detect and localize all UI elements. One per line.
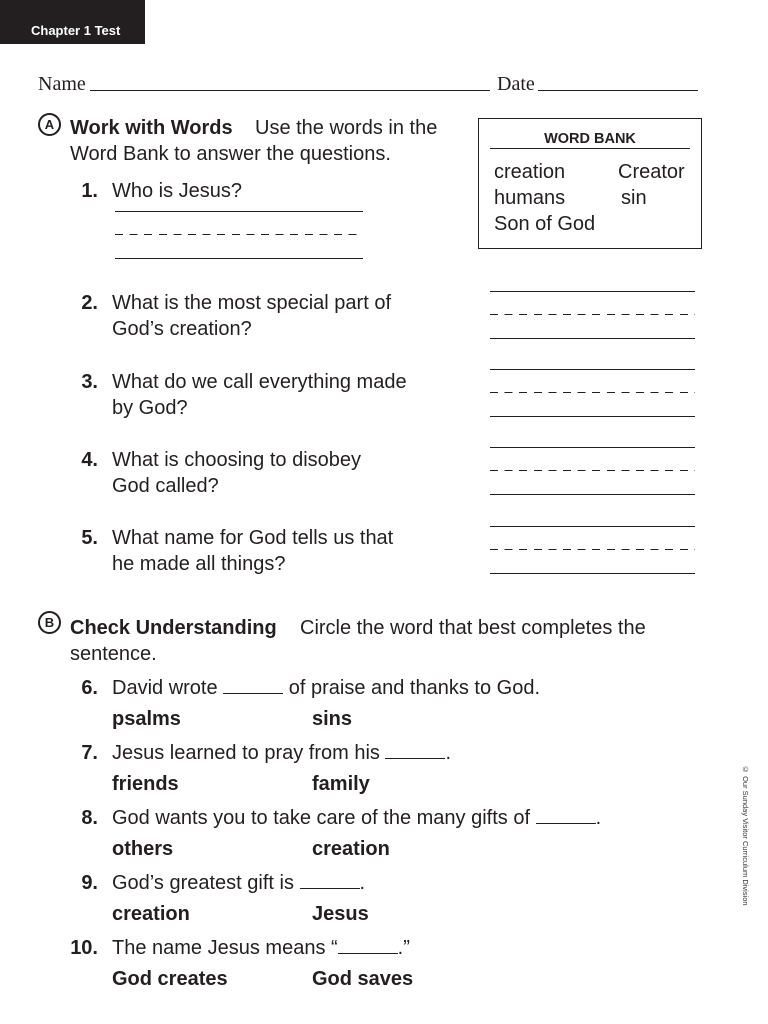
sentence-end: . xyxy=(445,742,452,764)
question-number: 2. xyxy=(81,292,98,314)
question-text-line-2: God called? xyxy=(112,475,219,497)
answer-guide-dashed xyxy=(490,549,695,550)
question-text-line-1: What is the most special part of xyxy=(112,292,392,314)
question-text-line-1: What is choosing to disobey xyxy=(112,449,362,471)
sentence-start: God wants you to take care of the many gifts of xyxy=(112,807,530,829)
section-a-instructions-line-2: Word Bank to answer the questions. xyxy=(70,143,391,165)
question-6 xyxy=(0,675,768,732)
name-line xyxy=(90,90,490,91)
section-b-instructions-line-1: Circle the word that best completes the xyxy=(300,617,646,639)
word-bank-word: creation xyxy=(494,161,566,183)
word-bank-divider xyxy=(490,148,690,149)
sentence-end: of praise and thanks to God. xyxy=(288,677,541,699)
answer-line xyxy=(490,526,695,527)
chapter-tab-label: Chapter 1 Test xyxy=(31,23,121,38)
question-8 xyxy=(0,805,768,862)
answer-choice: creation xyxy=(312,838,390,860)
answer-choice: God creates xyxy=(112,968,228,990)
sentence-end: .” xyxy=(397,937,410,959)
word-bank-word: Son of God xyxy=(494,213,596,235)
question-9 xyxy=(0,870,768,927)
date-label: Date xyxy=(497,73,535,95)
answer-line xyxy=(490,447,695,448)
section-b-marker: B xyxy=(38,611,61,634)
date-line xyxy=(538,90,698,91)
answer-line xyxy=(490,573,695,574)
question-number: 1. xyxy=(81,180,98,202)
answer-choice: others xyxy=(112,838,174,860)
question-10 xyxy=(0,935,768,992)
answer-choice: friends xyxy=(112,773,179,795)
sentence-start: David wrote xyxy=(112,677,218,699)
answer-guide-dashed xyxy=(490,470,695,471)
question-text-line-2: by God? xyxy=(112,397,188,419)
section-b xyxy=(0,608,768,998)
name-label: Name xyxy=(38,73,86,95)
section-a xyxy=(0,110,768,585)
answer-guide-dashed xyxy=(115,234,363,235)
question-7 xyxy=(0,740,768,797)
fill-in-sentence xyxy=(112,870,365,896)
section-a-title: Work with Words xyxy=(70,117,233,139)
question-text-line-1: What do we call everything made xyxy=(112,371,407,393)
answer-choice: God saves xyxy=(312,968,414,990)
answer-line xyxy=(115,211,363,212)
question-number: 5. xyxy=(81,527,98,549)
answer-choice: family xyxy=(312,773,370,795)
answer-line xyxy=(115,258,363,259)
sentence-end: . xyxy=(595,807,602,829)
copyright-notice: © Our Sunday Visitor Curriculum Division xyxy=(741,765,750,906)
question-4 xyxy=(0,447,768,499)
question-number: 7. xyxy=(81,742,98,764)
section-a-instructions-line-1: Use the words in the xyxy=(255,117,438,139)
question-text-line-2: God’s creation? xyxy=(112,318,252,340)
question-number: 10. xyxy=(70,937,98,959)
question-number: 4. xyxy=(81,449,98,471)
question-number: 8. xyxy=(81,807,98,829)
word-bank-word: Creator xyxy=(618,161,685,183)
answer-choice: creation xyxy=(112,903,190,925)
sentence-end: . xyxy=(359,872,366,894)
fill-in-sentence xyxy=(112,740,451,766)
fill-in-blank xyxy=(300,872,360,889)
answer-line xyxy=(490,338,695,339)
answer-choice: Jesus xyxy=(312,903,369,925)
question-number: 9. xyxy=(81,872,98,894)
word-bank-title: WORD BANK xyxy=(544,131,636,147)
question-5 xyxy=(0,525,768,577)
question-text-line-2: he made all things? xyxy=(112,553,286,575)
question-3 xyxy=(0,369,768,421)
answer-choice: sins xyxy=(312,708,353,730)
fill-in-sentence xyxy=(112,935,410,961)
fill-in-blank xyxy=(223,677,283,694)
chapter-tab xyxy=(0,0,145,44)
answer-line xyxy=(490,291,695,292)
word-bank-word: humans xyxy=(494,187,566,209)
fill-in-sentence xyxy=(112,675,540,701)
fill-in-blank xyxy=(338,937,398,954)
question-number: 6. xyxy=(81,677,98,699)
sentence-start: God’s greatest gift is xyxy=(112,872,294,894)
answer-line xyxy=(490,416,695,417)
section-b-instructions-line-2: sentence. xyxy=(70,643,157,665)
sentence-start: The name Jesus means “ xyxy=(112,937,338,959)
question-2 xyxy=(0,290,768,342)
answer-line xyxy=(490,369,695,370)
fill-in-blank xyxy=(536,807,596,824)
answer-guide-dashed xyxy=(490,314,695,315)
question-text-line-1: What name for God tells us that xyxy=(112,527,394,549)
sentence-start: Jesus learned to pray from his xyxy=(112,742,380,764)
section-a-marker: A xyxy=(38,113,61,136)
answer-guide-dashed xyxy=(490,392,695,393)
section-b-title: Check Understanding xyxy=(70,617,277,639)
answer-line xyxy=(490,494,695,495)
word-bank-word: sin xyxy=(621,187,647,209)
answer-choice: psalms xyxy=(112,708,181,730)
question-number: 3. xyxy=(81,371,98,393)
question-text: Who is Jesus? xyxy=(112,180,243,202)
fill-in-blank xyxy=(385,742,445,759)
fill-in-sentence xyxy=(112,805,601,831)
question-1 xyxy=(0,178,768,260)
